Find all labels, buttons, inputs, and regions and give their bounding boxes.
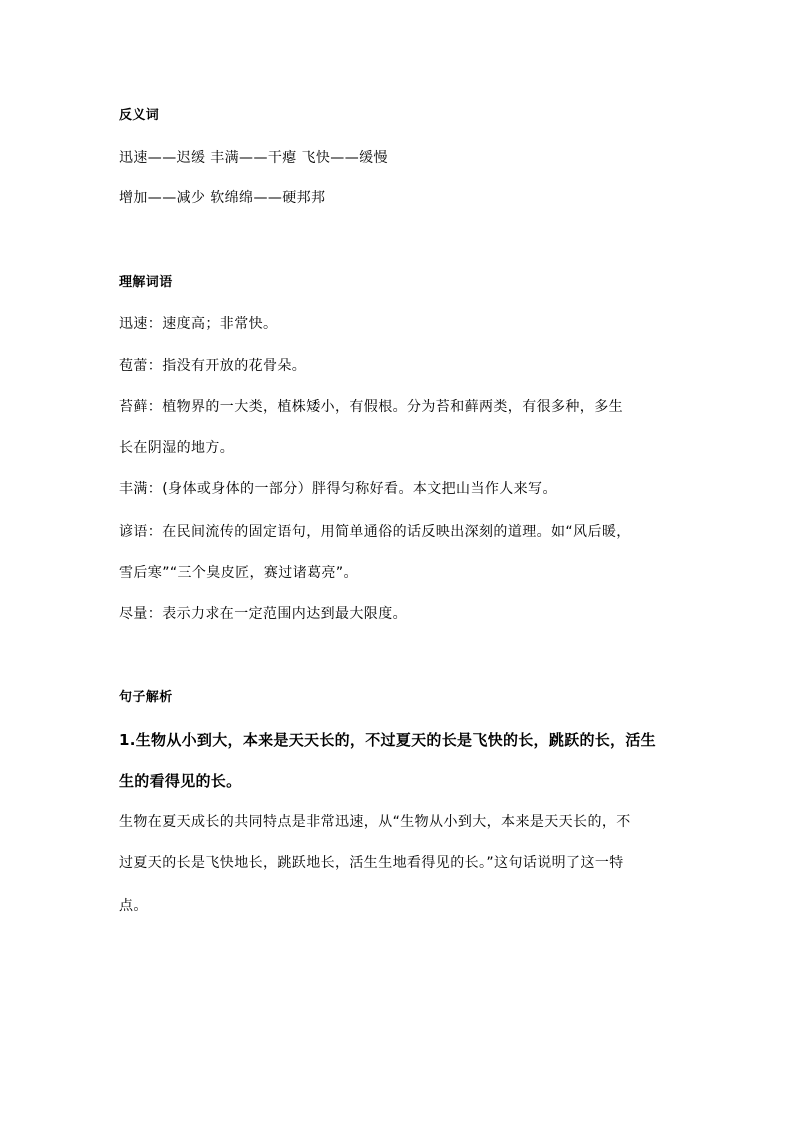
vocab-line-4: 长在阴湿的地方。 (119, 440, 235, 456)
analysis-line-3: 点。 (119, 898, 148, 914)
analysis-sentence-line-1: 1.生物从小到大，本来是天天长的，不过夏天的长是飞快的长，跳跃的长，活生 (119, 731, 656, 749)
vocab-line-5: 丰满：(身体或身体的一部分）胖得匀称好看。本文把山当作人来写。 (119, 481, 557, 497)
vocab-line-1: 迅速：速度高；非常快。 (119, 316, 278, 332)
analysis-heading: 句子解析 (119, 690, 173, 705)
vocab-heading: 理解词语 (119, 275, 173, 290)
antonyms-line-2: 增加——减少 软绵绵——硬邦邦 (119, 190, 326, 206)
vocab-line-2: 苞蕾：指没有开放的花骨朵。 (119, 358, 307, 374)
vocab-line-3: 苔藓：植物界的一大类，植株矮小，有假根。分为苔和藓两类，有很多种，多生 (119, 399, 623, 415)
analysis-line-2: 过夏天的长是飞快地长，跳跃地长，活生生地看得见的长。”这句话说明了这一特 (119, 855, 624, 871)
analysis-sentence-line-2: 生的看得见的长。 (119, 772, 242, 790)
antonyms-line-1: 迅速——迟缓 丰满——干瘪 飞快——缓慢 (119, 150, 388, 166)
vocab-line-6: 谚语：在民间流传的固定语句，用简单通俗的话反映出深刻的道理。如“风后暖， (119, 524, 631, 540)
analysis-line-1: 生物在夏天成长的共同特点是非常迅速，从“生物从小到大，本来是天天长的，不 (119, 814, 631, 830)
vocab-line-7: 雪后寒”“三个臭皮匠，赛过诸葛亮”。 (119, 565, 358, 581)
antonyms-heading: 反义词 (119, 108, 160, 123)
vocab-line-8: 尽量：表示力求在一定范围内达到最大限度。 (119, 606, 407, 622)
